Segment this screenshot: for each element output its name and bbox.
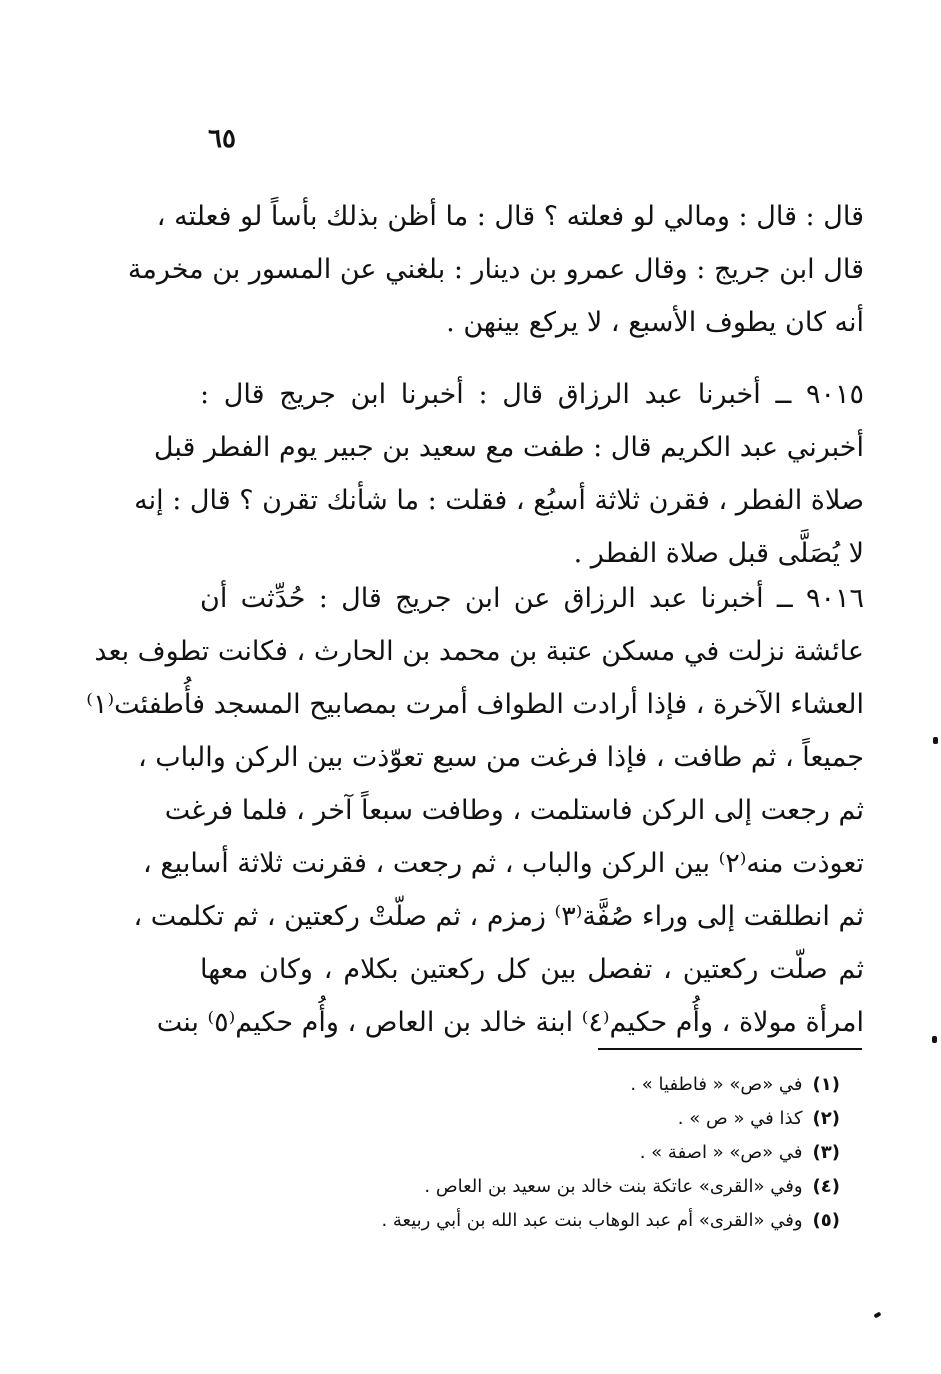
paragraph-line: أخبرني عبد الكريم قال : طفت مع سعيد بن جبير يوم الفطر قبل bbox=[153, 432, 864, 463]
paragraph-line: لا يُصَلَّى قبل صلاة الفطر . bbox=[573, 538, 864, 569]
paragraph-1 bbox=[127, 190, 864, 349]
paragraph-line: تعوذت منه⁽٢⁾ بين الركن والباب ، ثم رجعت ، فقرنت ثلاثة أسابيع ، bbox=[143, 848, 864, 879]
scan-speck bbox=[932, 1036, 937, 1043]
paragraph-line: العشاء الآخرة ، فإذا أرادت الطواف أمرت بمصابيح المسجد فأُطفئت⁽١⁾ bbox=[86, 689, 864, 720]
paragraph-line: جميعاً ، ثم طافت ، فإذا فرغت من سبع تعوّذت بين الركن والباب ، bbox=[137, 742, 864, 773]
paragraph-line: ثم انطلقت إلى وراء صُفَّة⁽٣⁾ زمزم ، ثم صلّتْ ركعتين ، ثم تكلمت ، bbox=[133, 901, 864, 932]
footnote-number: (٥) bbox=[812, 1210, 840, 1231]
footnote-number: (٣) bbox=[812, 1142, 840, 1163]
paragraph-line: ثم صلّت ركعتين ، تفصل بين كل ركعتين بكلام ، وكان معها bbox=[200, 954, 865, 985]
paragraph-line: قال ابن جريج : وقال عمرو بن دينار : بلغني عن المسور بن مخرمة bbox=[127, 254, 864, 285]
paragraph-9016 bbox=[86, 572, 865, 1049]
footnote-text: في «ص» « فاطفيا » . bbox=[630, 1074, 803, 1095]
footnote-number: (٤) bbox=[812, 1176, 840, 1197]
paragraph-line: أنه كان يطوف الأسبع ، لا يركع بينهن . bbox=[446, 307, 864, 338]
footnotes-list bbox=[300, 1068, 840, 1238]
footnote-item bbox=[300, 1136, 840, 1170]
footnote-text: وفي «القرى» عاتكة بنت خالد بن سعيد بن العاص . bbox=[424, 1176, 803, 1197]
paragraph-line: صلاة الفطر ، فقرن ثلاثة أسبُع ، فقلت : ما شأنك تقرن ؟ قال : إنه bbox=[134, 485, 864, 516]
paragraph-9015 bbox=[134, 368, 864, 580]
paragraph-line: عائشة نزلت في مسكن عتبة بن محمد بن الحارث ، فكانت تطوف بعد bbox=[94, 636, 864, 667]
paragraph-line: امرأة مولاة ، وأُم حكيم⁽٤⁾ ابنة خالد بن العاص ، وأُم حكيم⁽٥⁾ بنت bbox=[156, 1007, 864, 1038]
footnote-text: وفي «القرى» أم عبد الوهاب بنت عبد الله بن أبي ربيعة . bbox=[381, 1210, 803, 1231]
footnote-item bbox=[300, 1102, 840, 1136]
footnote-number: (٢) bbox=[812, 1108, 840, 1129]
footnote-item bbox=[300, 1170, 840, 1204]
footnote-divider bbox=[598, 1048, 862, 1050]
footnote-text: كذا في « ص » . bbox=[677, 1108, 803, 1129]
scan-speck bbox=[873, 1312, 881, 1319]
paragraph-line: ثم رجعت إلى الركن فاستلمت ، وطافت سبعاً آخر ، فلما فرغت bbox=[164, 795, 864, 826]
footnote-item bbox=[300, 1204, 840, 1238]
paragraph-line: قال : قال : ومالي لو فعلته ؟ قال : ما أظن بذلك بأساً لو فعلته ، bbox=[156, 201, 864, 232]
footnote-item bbox=[300, 1068, 840, 1102]
paragraph-line: ٩٠١٦ ــ أخبرنا عبد الرزاق عن ابن جريج قال : حُدِّثت أن bbox=[200, 583, 864, 614]
scan-speck bbox=[933, 737, 938, 744]
page-number: ٦٥ bbox=[208, 124, 236, 154]
paragraph-line: ٩٠١٥ ــ أخبرنا عبد الرزاق قال : أخبرنا ابن جريج قال : bbox=[200, 379, 864, 410]
footnote-number: (١) bbox=[812, 1074, 840, 1095]
footnote-text: في «ص» « اصفة » . bbox=[639, 1142, 803, 1163]
